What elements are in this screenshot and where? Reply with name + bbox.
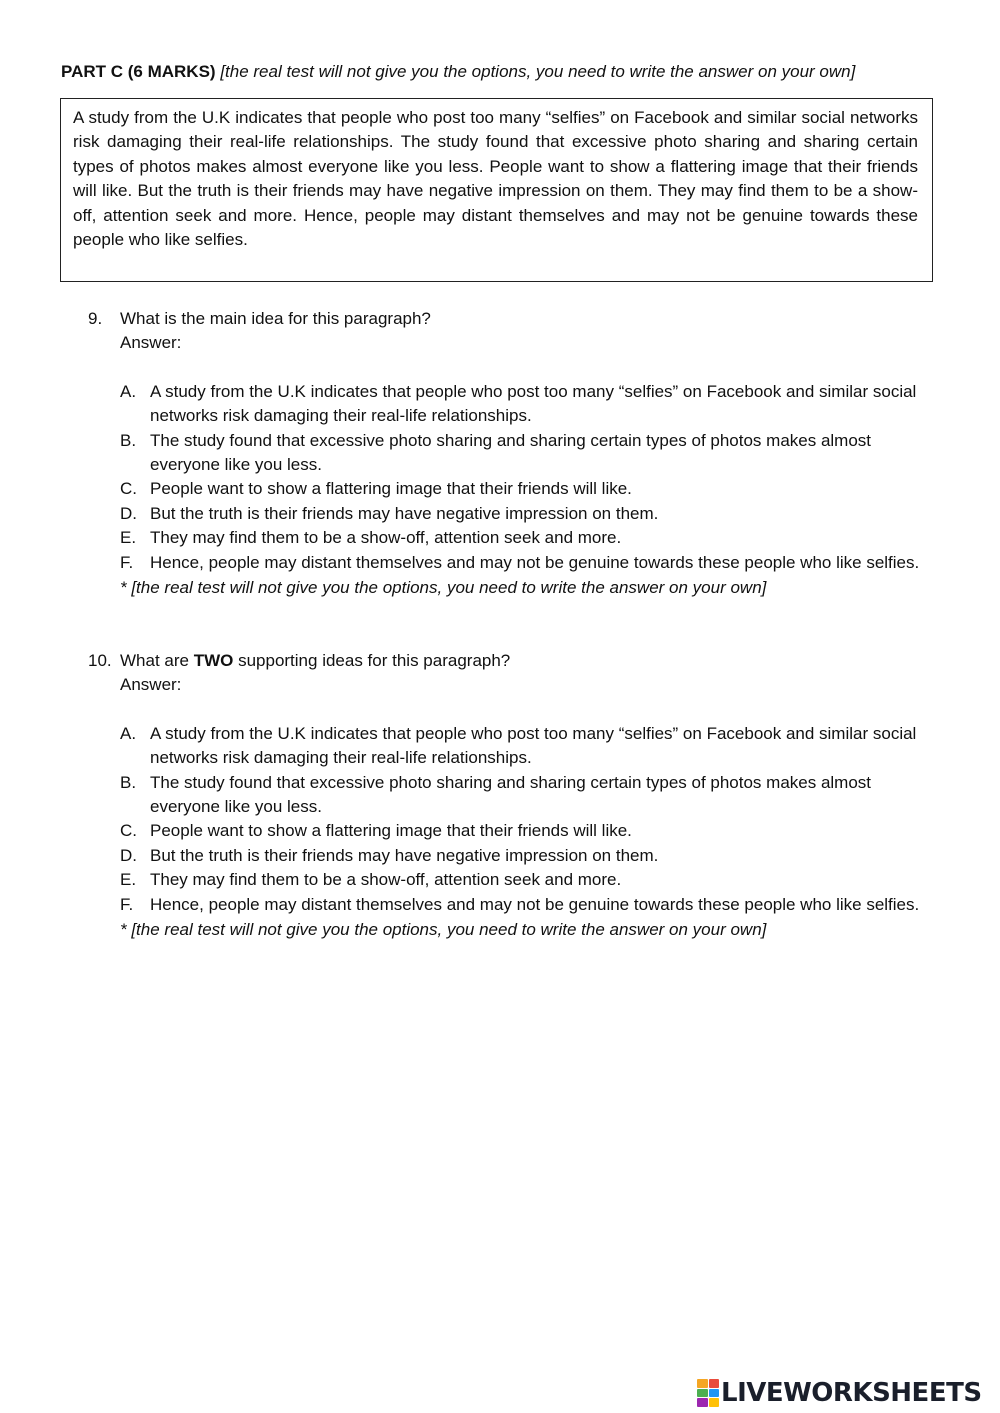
option-item <box>120 477 927 501</box>
option-text: They may find them to be a show-off, attention seek and more. <box>150 528 622 548</box>
question-10 <box>88 649 948 942</box>
logo-tile <box>709 1389 720 1398</box>
option-item <box>120 551 927 575</box>
option-item <box>120 771 927 820</box>
option-letter: F. <box>120 552 134 572</box>
option-letter: A. <box>120 723 137 743</box>
logo-tile <box>709 1379 720 1388</box>
option-letter: C. <box>120 479 137 499</box>
logo-mark-icon <box>697 1379 719 1407</box>
option-text: A study from the U.K indicates that people who post too many “selfies” on Facebook and similar social networks risk damaging their real-life relationships. <box>150 723 917 768</box>
question-text: What are TWO supporting ideas for this paragraph? <box>120 651 511 670</box>
option-text: Hence, people may distant themselves and may not be genuine towards these people who like selfies. <box>150 894 920 914</box>
part-heading-bold: PART C (6 MARKS) <box>61 62 216 81</box>
logo-tile <box>697 1379 708 1388</box>
option-item <box>120 868 927 892</box>
liveworksheets-logo <box>697 1378 982 1408</box>
option-text: The study found that excessive photo sharing and sharing certain types of photos makes almost everyone like you less. <box>150 430 872 475</box>
question-number: 10. <box>88 651 112 670</box>
option-text: A study from the U.K indicates that people who post too many “selfies” on Facebook and similar social networks risk damaging their real-life relationships. <box>150 381 917 426</box>
question-text: What is the main idea for this paragraph? <box>120 309 431 328</box>
option-text: People want to show a flattering image that their friends will like. <box>150 821 632 841</box>
instruction-note: * [the real test will not give you the options, you need to write the answer on your own] <box>120 578 767 598</box>
option-item <box>120 844 927 868</box>
option-letter: E. <box>120 528 137 548</box>
question-9 <box>88 307 948 600</box>
logo-tile <box>697 1389 708 1398</box>
reading-passage-text: A study from the U.K indicates that people who post too many “selfies” on Facebook and similar social networks risk damaging their real-life relationships. The study found that excessive photo sharing and sharing certain types of photos makes almost everyone like you less. People want to show a flattering image that their friends will like. But the truth is their friends may have negative impression on them. They may find them to be a show-off, attention seek and more. Hence, people may distant themselves and may not be genuine towards these people who like selfies. <box>73 108 918 250</box>
options-list <box>120 380 927 575</box>
option-text: People want to show a flattering image that their friends will like. <box>150 479 632 499</box>
option-text: The study found that excessive photo sharing and sharing certain types of photos makes almost everyone like you less. <box>150 772 872 817</box>
option-letter: F. <box>120 894 134 914</box>
logo-tile <box>697 1398 708 1407</box>
option-letter: E. <box>120 870 137 890</box>
option-letter: B. <box>120 430 137 450</box>
answer-label: Answer: <box>120 333 182 353</box>
instruction-note: * [the real test will not give you the options, you need to write the answer on your own] <box>120 920 767 940</box>
option-item <box>120 819 927 843</box>
option-item <box>120 526 927 550</box>
option-item <box>120 722 927 771</box>
option-letter: C. <box>120 821 137 841</box>
option-text: Hence, people may distant themselves and may not be genuine towards these people who like selfies. <box>150 552 920 572</box>
option-item <box>120 380 927 429</box>
reading-passage-box <box>60 98 933 282</box>
option-letter: B. <box>120 772 137 792</box>
option-item <box>120 429 927 478</box>
option-letter: A. <box>120 381 137 401</box>
option-item <box>120 502 927 526</box>
part-heading <box>61 60 941 84</box>
options-list <box>120 722 927 917</box>
logo-tile <box>709 1398 720 1407</box>
answer-label: Answer: <box>120 675 182 695</box>
logo-text: LIVEWORKSHEETS <box>721 1378 982 1408</box>
question-number: 9. <box>88 309 103 328</box>
option-text: But the truth is their friends may have negative impression on them. <box>150 503 659 523</box>
part-heading-instruction: [the real test will not give you the options, you need to write the answer on your own] <box>220 62 856 81</box>
option-letter: D. <box>120 503 137 523</box>
option-item <box>120 893 927 917</box>
option-letter: D. <box>120 845 137 865</box>
option-text: But the truth is their friends may have negative impression on them. <box>150 845 659 865</box>
option-text: They may find them to be a show-off, attention seek and more. <box>150 870 622 890</box>
